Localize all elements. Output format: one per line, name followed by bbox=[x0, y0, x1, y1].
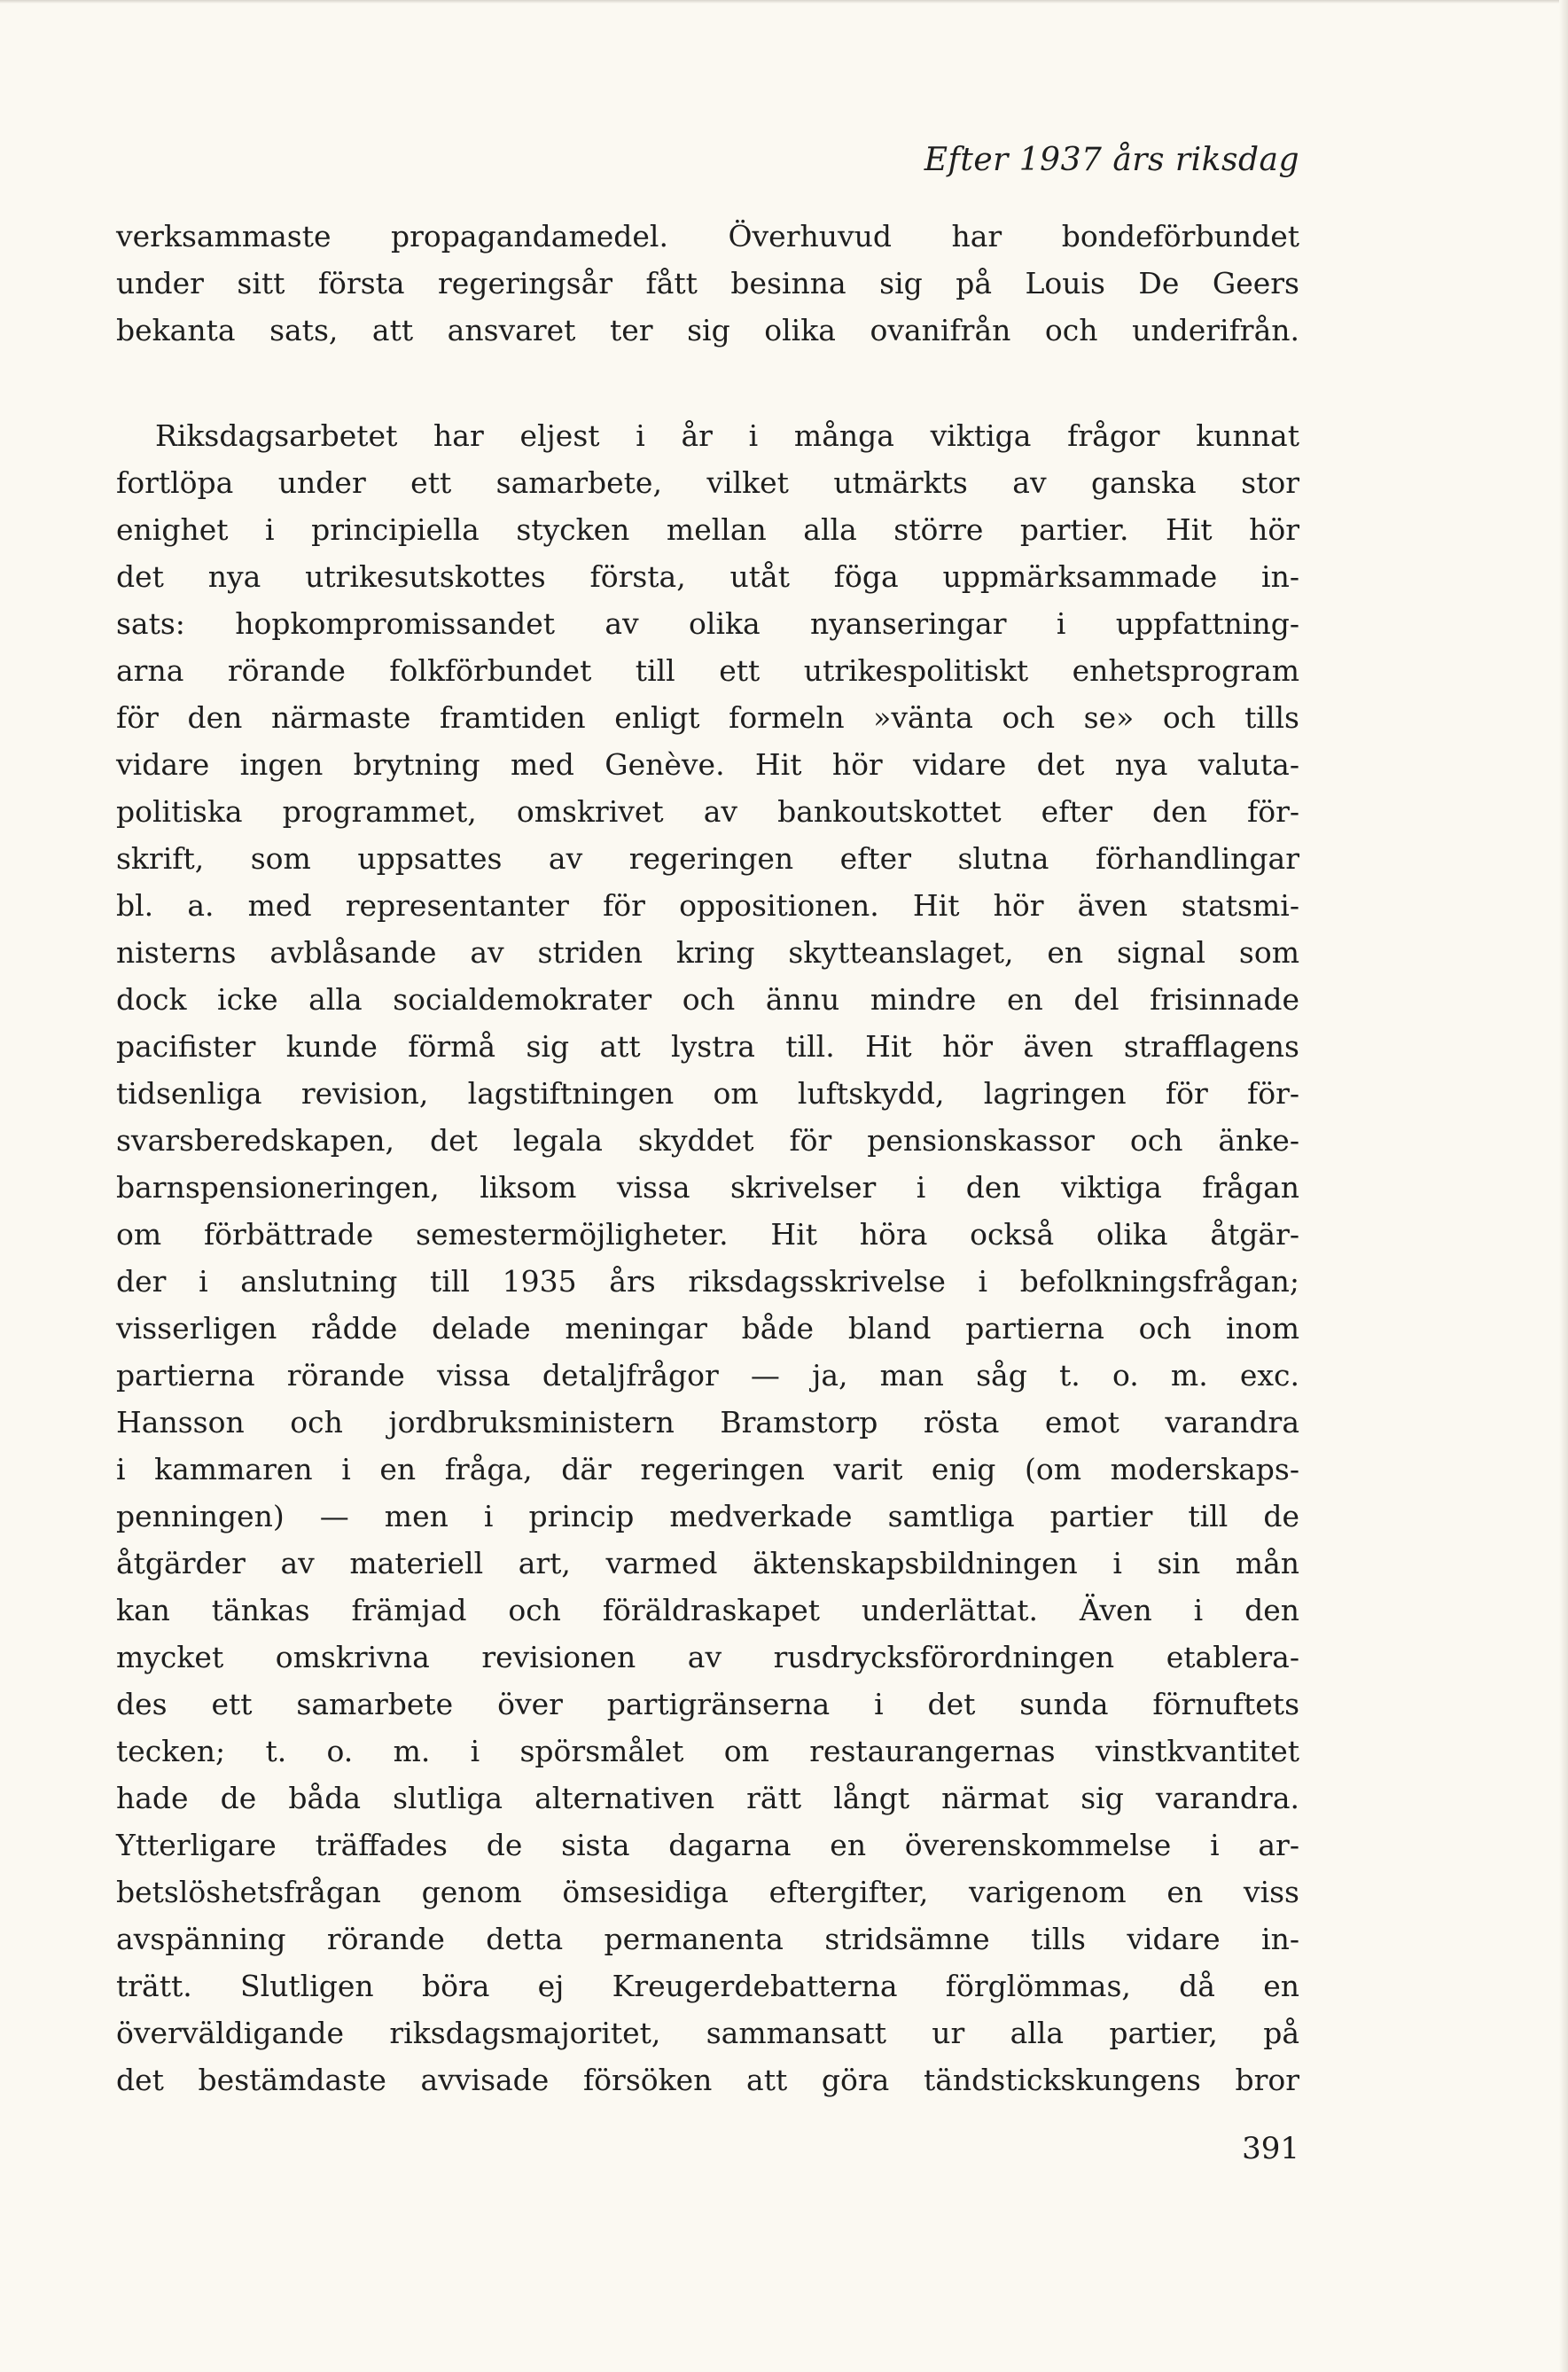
text-line: kan tänkas främjad och föräldraskapet underlättat. Även i den bbox=[116, 1593, 1299, 1627]
text-line: Riksdagsarbetet har eljest i år i många viktiga frågor kunnat bbox=[155, 418, 1299, 453]
text-line: barnspensioneringen, liksom vissa skrivelser i den viktiga frågan bbox=[116, 1170, 1299, 1205]
text-line: pacifister kunde förmå sig att lystra till. Hit hör även strafflagens bbox=[116, 1029, 1299, 1064]
text-line: avspänning rörande detta permanenta stridsämne tills vidare in- bbox=[116, 1922, 1299, 1956]
text-line: betslöshetsfrågan genom ömsesidiga eftergifter, varigenom en viss bbox=[116, 1875, 1299, 1909]
text-line: Hansson och jordbruksministern Bramstorp rösta emot varandra bbox=[116, 1405, 1299, 1440]
text-line: des ett samarbete över partigränserna i det sunda förnuftets bbox=[116, 1687, 1299, 1721]
paragraph bbox=[116, 213, 1299, 354]
text-line: det nya utrikesutskottes första, utåt föga uppmärksammade in- bbox=[116, 559, 1299, 594]
running-header: Efter 1937 års riksdag bbox=[924, 142, 1299, 178]
text-line: mycket omskrivna revisionen av rusdrycksförordningen etablera- bbox=[116, 1640, 1299, 1674]
text-line: penningen) — men i princip medverkade samtliga partier till de bbox=[116, 1499, 1299, 1533]
text-line: partierna rörande vissa detaljfrågor — ja, man såg t. o. m. exc. bbox=[116, 1358, 1299, 1393]
text-line: svarsberedskapen, det legala skyddet för pensionskassor och änke- bbox=[116, 1123, 1299, 1158]
scan-edge-right bbox=[1559, 0, 1568, 2372]
text-line: hade de båda slutliga alternativen rätt långt närmat sig varandra. bbox=[116, 1781, 1299, 1815]
text-line: vidare ingen brytning med Genève. Hit hör vidare det nya valuta- bbox=[116, 747, 1299, 782]
text-line: fortlöpa under ett samarbete, vilket utmärkts av ganska stor bbox=[116, 465, 1299, 500]
text-line: enighet i principiella stycken mellan alla större partier. Hit hör bbox=[116, 512, 1299, 547]
text-line: der i anslutning till 1935 års riksdagsskrivelse i befolkningsfrågan; bbox=[116, 1264, 1299, 1299]
text-line: nisterns avblåsande av striden kring skytteanslaget, en signal som bbox=[116, 935, 1299, 970]
text-line: bl. a. med representanter för oppositionen. Hit hör även statsmi- bbox=[116, 888, 1299, 923]
text-line: arna rörande folkförbundet till ett utrikespolitiskt enhetsprogram bbox=[116, 653, 1299, 688]
text-line: åtgärder av materiell art, varmed äktenskapsbildningen i sin mån bbox=[116, 1546, 1299, 1580]
text-line: det bestämdaste avvisade försöken att göra tändstickskungens bror bbox=[116, 2063, 1299, 2097]
text-line: Ytterligare träffades de sista dagarna en överenskommelse i ar- bbox=[116, 1828, 1299, 1862]
paragraph bbox=[116, 412, 1299, 2103]
text-line: bekanta sats, att ansvaret ter sig olika ovanifrån och underifrån. bbox=[116, 313, 1299, 347]
text-line: dock icke alla socialdemokrater och ännu mindre en del frisinnade bbox=[116, 982, 1299, 1017]
text-line: om förbättrade semestermöjligheter. Hit höra också olika åtgär- bbox=[116, 1217, 1299, 1252]
page-number: 391 bbox=[1242, 2131, 1299, 2166]
scan-edge-top bbox=[0, 0, 1568, 4]
text-line: verksammaste propagandamedel. Överhuvud har bondeförbundet bbox=[116, 219, 1299, 254]
text-line: tecken; t. o. m. i spörsmålet om restaurangernas vinstkvantitet bbox=[116, 1734, 1299, 1768]
text-line: tidsenliga revision, lagstiftningen om luftskydd, lagringen för för- bbox=[116, 1076, 1299, 1111]
text-line: överväldigande riksdagsmajoritet, sammansatt ur alla partier, på bbox=[116, 2016, 1299, 2050]
text-line: sats: hopkompromissandet av olika nyanseringar i uppfattning- bbox=[116, 606, 1299, 641]
text-line: för den närmaste framtiden enligt formeln »vänta och se» och tills bbox=[116, 700, 1299, 735]
text-line: politiska programmet, omskrivet av bankoutskottet efter den för- bbox=[116, 794, 1299, 829]
text-line: under sitt första regeringsår fått besinna sig på Louis De Geers bbox=[116, 266, 1299, 300]
text-line: i kammaren i en fråga, där regeringen varit enig (om moderskaps- bbox=[116, 1452, 1299, 1486]
text-line: trätt. Slutligen böra ej Kreugerdebatterna förglömmas, då en bbox=[116, 1969, 1299, 2003]
body-text bbox=[116, 213, 1299, 2103]
text-line: skrift, som uppsattes av regeringen efter slutna förhandlingar bbox=[116, 841, 1299, 876]
text-line: visserligen rådde delade meningar både bland partierna och inom bbox=[116, 1311, 1299, 1346]
